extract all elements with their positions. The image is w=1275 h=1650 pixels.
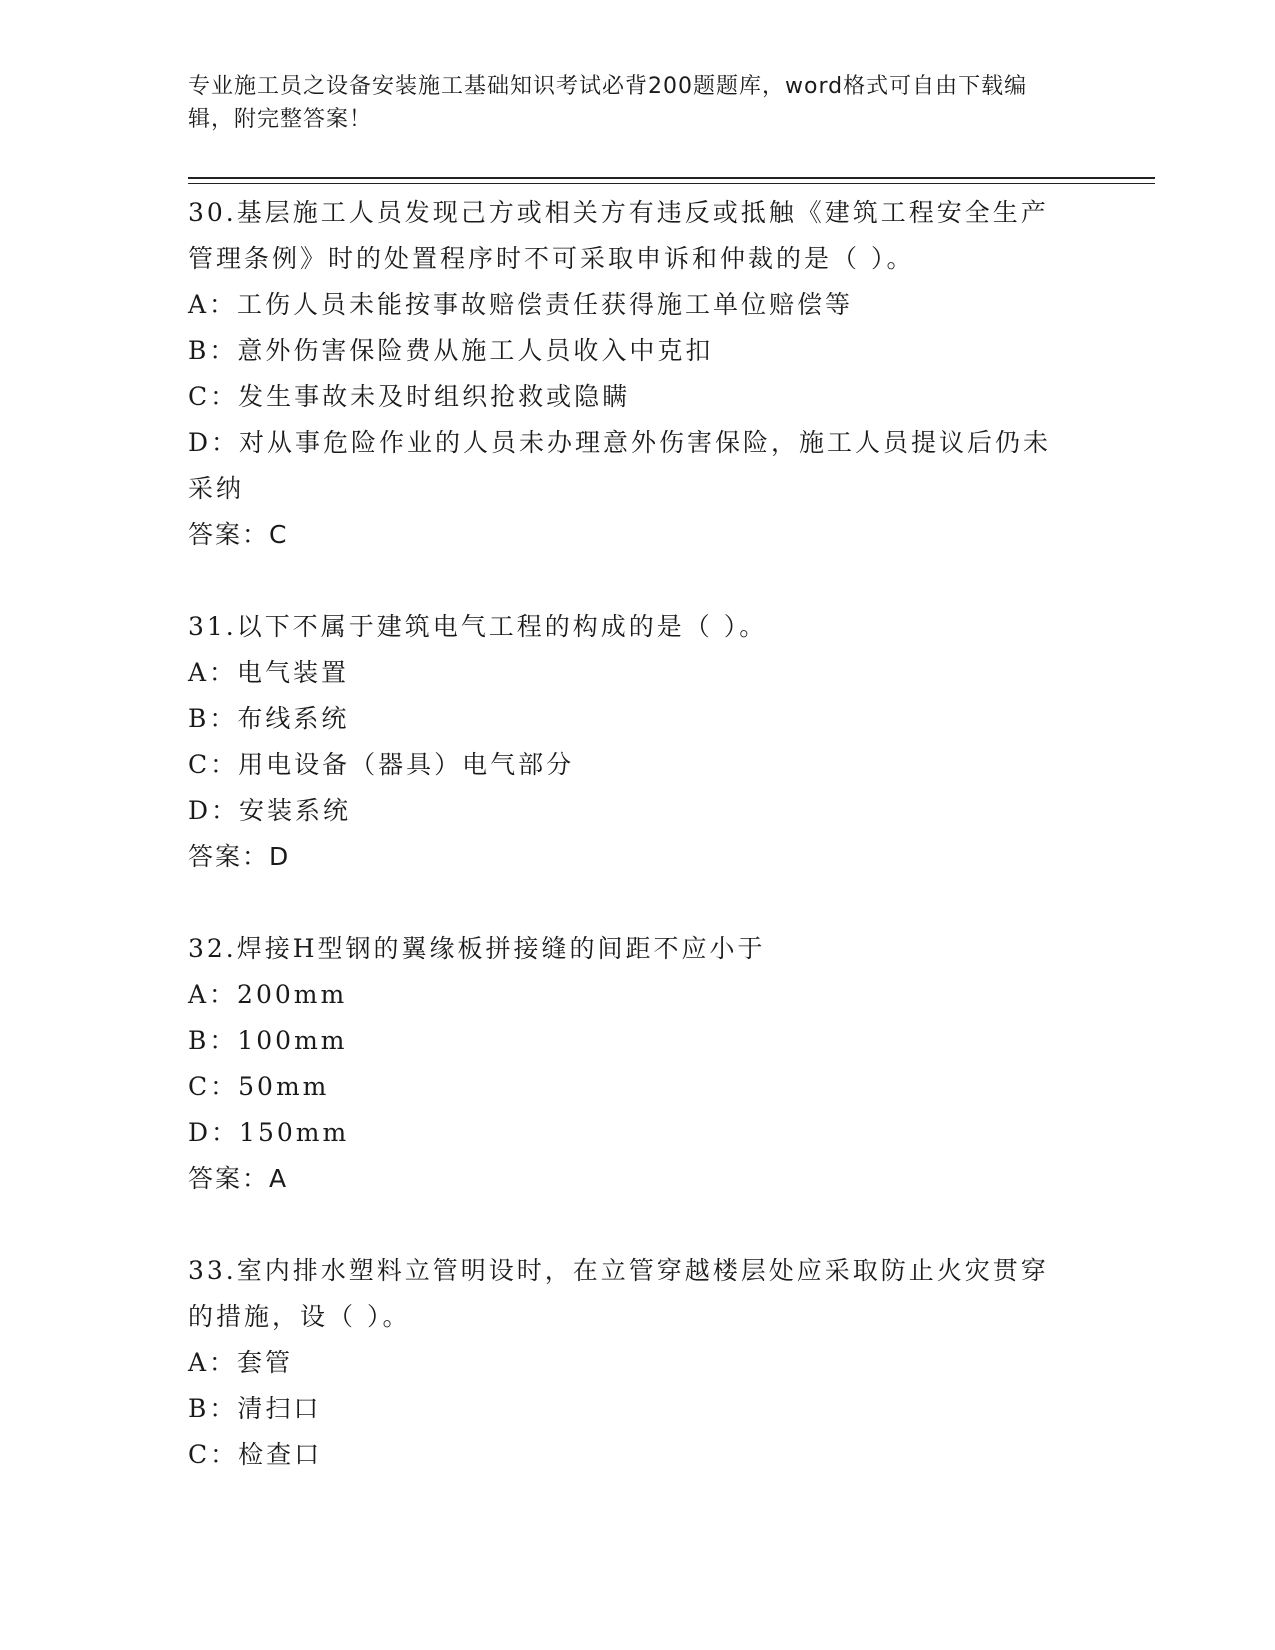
- option-a: A：套管: [188, 1348, 294, 1377]
- option-c: C：用电设备（器具）电气部分: [188, 750, 575, 779]
- question-32: [188, 926, 1088, 1202]
- option-a: A：电气装置: [188, 658, 350, 687]
- option-a: A：200mm: [188, 980, 348, 1009]
- option-b: B：100mm: [188, 1026, 348, 1055]
- option-a: A：工伤人员未能按事故赔偿责任获得施工单位赔偿等: [188, 290, 854, 319]
- option-b: B：布线系统: [188, 704, 350, 733]
- option-d: D：对从事危险作业的人员未办理意外伤害保险，施工人员提议后仍未采纳: [188, 428, 1052, 503]
- question-33: [188, 1248, 1088, 1478]
- answer-label: 答案：C: [188, 520, 289, 549]
- option-c: C：检查口: [188, 1440, 323, 1469]
- answer-label: 答案：D: [188, 842, 291, 871]
- question-stem: 32.焊接H型钢的翼缘板拼接缝的间距不应小于: [188, 934, 766, 963]
- question-stem: 33.室内排水塑料立管明设时，在立管穿越楼层处应采取防止火灾贯穿的措施，设（ ）。: [188, 1256, 1049, 1331]
- question-list: [188, 190, 1088, 1524]
- option-b: B：意外伤害保险费从施工人员收入中克扣: [188, 336, 714, 365]
- option-d: D：150mm: [188, 1118, 350, 1147]
- question-30: [188, 190, 1088, 558]
- option-c: C：50mm: [188, 1072, 330, 1101]
- question-stem: 31.以下不属于建筑电气工程的构成的是（ ）。: [188, 612, 768, 641]
- option-d: D：安装系统: [188, 796, 352, 825]
- header-divider-thick: [188, 177, 1155, 179]
- answer-label: 答案：A: [188, 1164, 289, 1193]
- option-c: C：发生事故未及时组织抢救或隐瞒: [188, 382, 631, 411]
- question-31: [188, 604, 1088, 880]
- document-header: 专业施工员之设备安装施工基础知识考试必背200题题库，word格式可自由下载编辑，附完整答案！: [188, 74, 1028, 132]
- question-stem: 30.基层施工人员发现己方或相关方有违反或抵触《建筑工程安全生产管理条例》时的处置程序时不可采取申诉和仲裁的是（ ）。: [188, 198, 1049, 273]
- option-b: B：清扫口: [188, 1394, 322, 1423]
- header-divider-thin: [188, 183, 1155, 184]
